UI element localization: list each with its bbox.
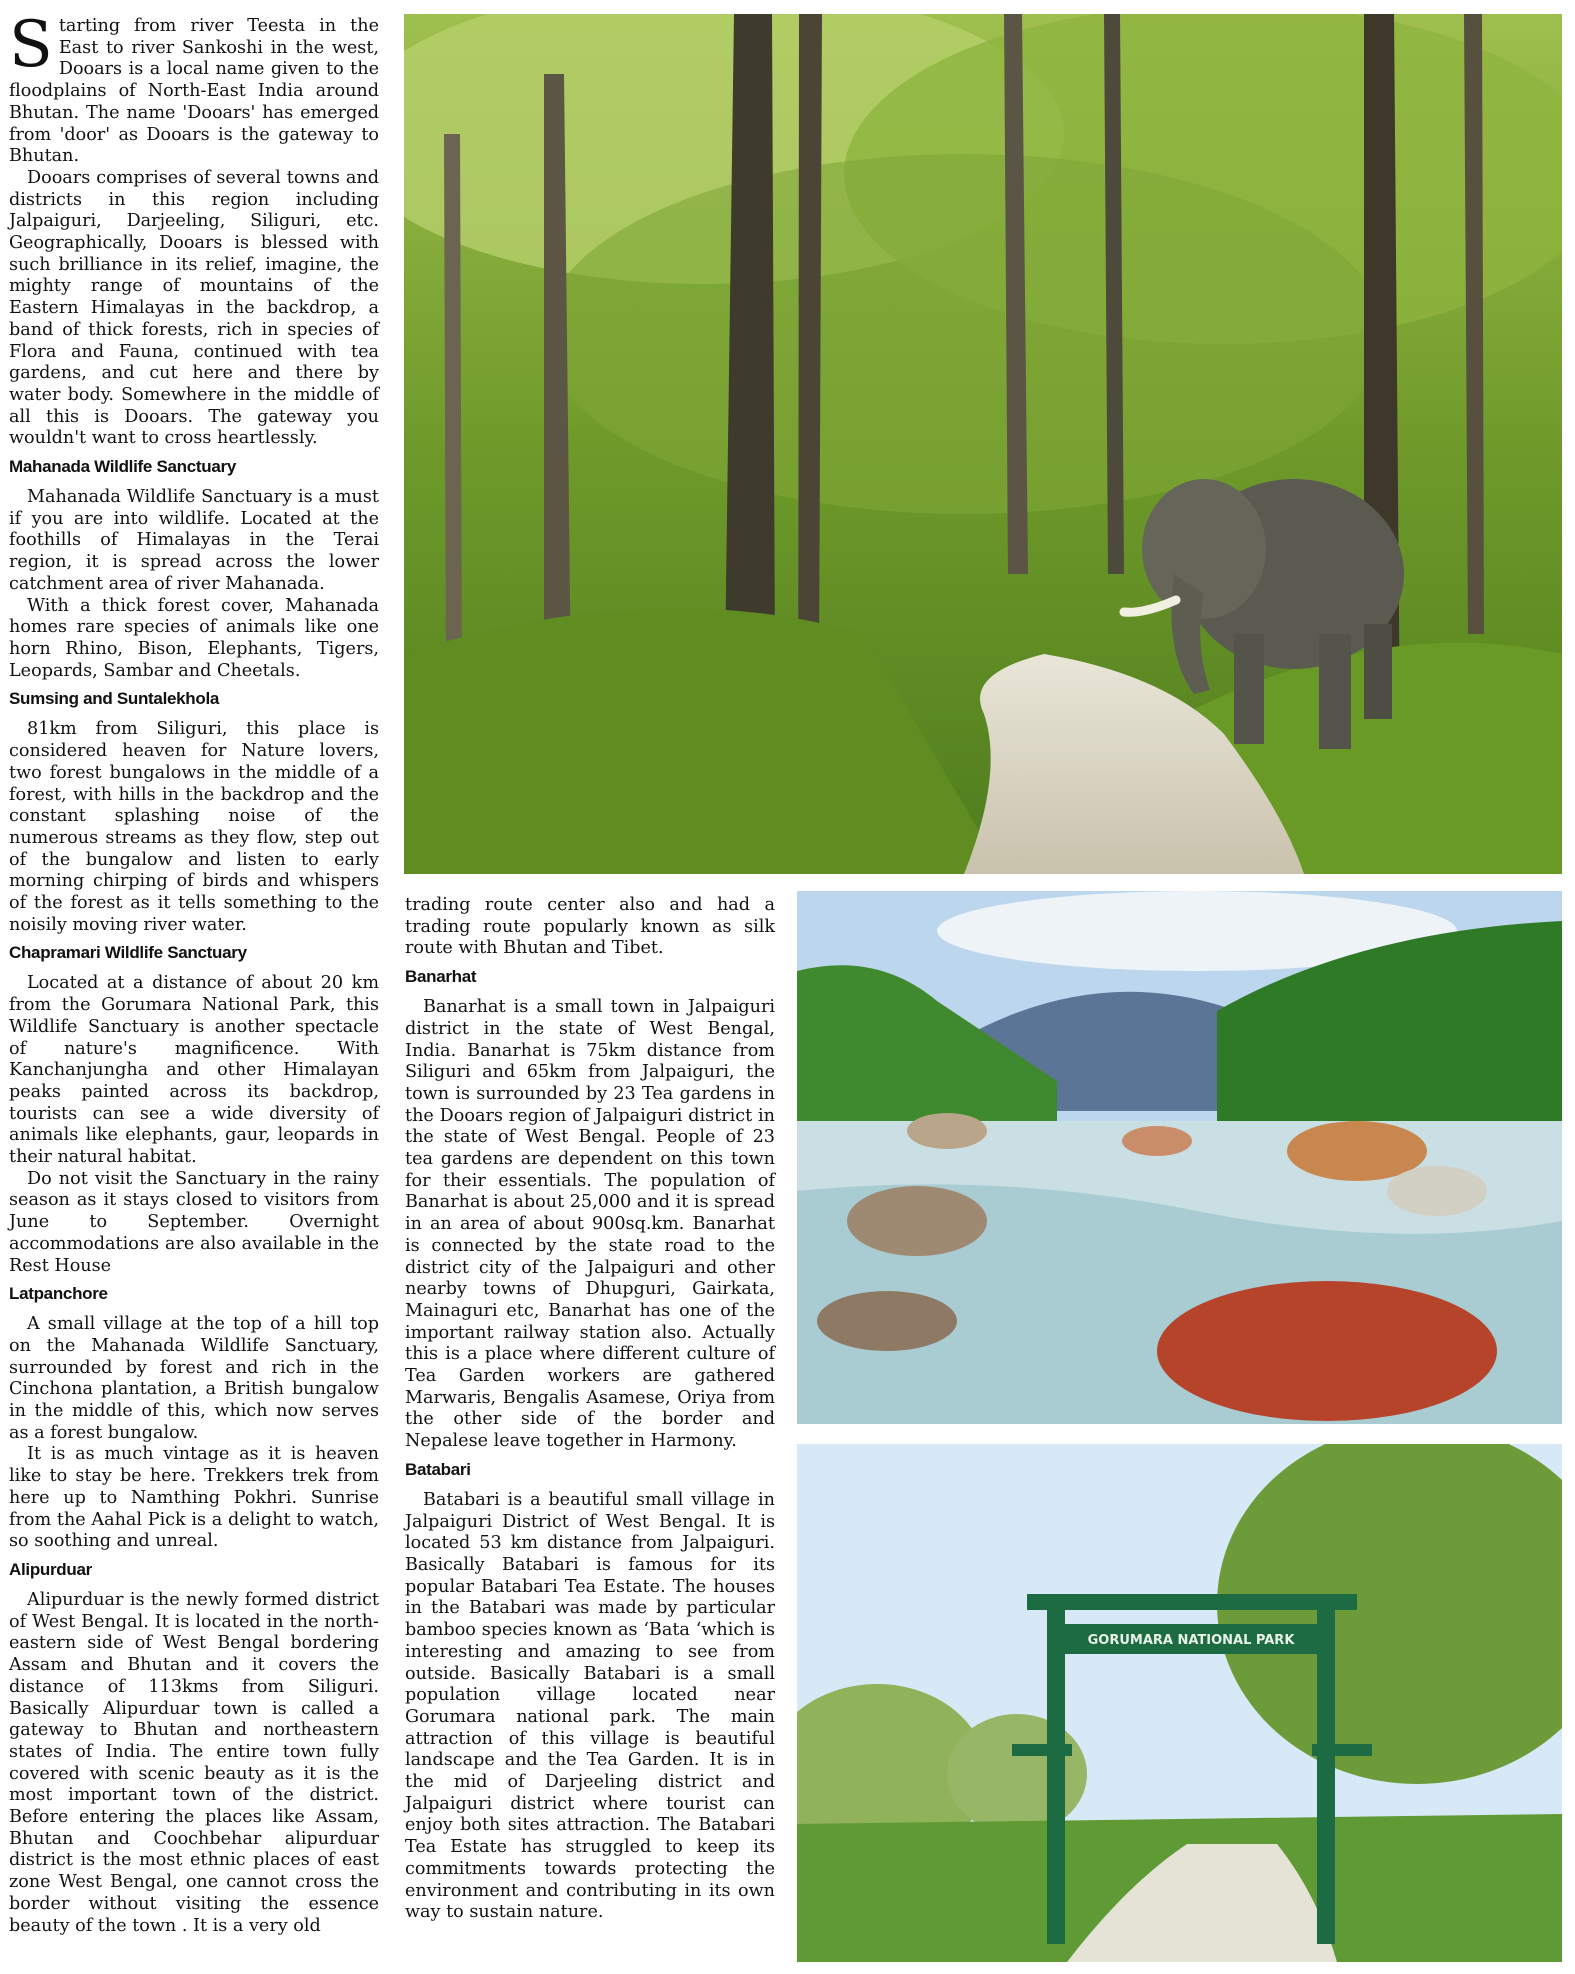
section-heading-latpanchore: Latpanchore — [9, 1284, 108, 1304]
alipurduar-paragraph-continued: trading route center also and had a trading route popularly known as silk route with Bhutan and Tibet. — [405, 895, 775, 959]
intro-paragraph-2: Dooars comprises of several towns and districts in this region including Jalpaiguri, Darjeeling, Siliguri, etc. Geographically, Dooars is blessed with such brilliance in its relief, imagine, the mighty range of mountains of the Eastern Himalayas in the backdrop, a band of thick forests, rich in species of Flora and Fauna, continued with tea gardens, and cut here and there by water body. Somewhere in the middle of all this is Dooars. The gateway you wouldn't want to cross heartlessly. — [9, 167, 379, 449]
article-column-left — [9, 8, 379, 1937]
banarhat-paragraph-1: Banarhat is a small town in Jalpaiguri district in the state of West Bengal, India. Banarhat is 75km distance from Siliguri and 65km from Jalpaiguri, the town is surrounded by 23 Tea gardens in the Dooars region of Jalpaiguri district in the state of West Bengal. People of 23 tea gardens are dependent on this town for their essentials. The population of Banarhat is about 25,000 and it is spread in an area of about 900sq.km. Banarhat is connected by the state road to the district city of the Jalpaiguri and other nearby towns of Dhupguri, Gairkata, Mainaguri etc, Banarhat has one of the important railway station also. Actually this is a place where different culture of Tea Garden workers are gathered Marwaris, Bengalis Asamese, Oriya from the other side of the border and Nepalese leave together in Harmony. — [405, 997, 775, 1452]
section-heading-banarhat: Banarhat — [405, 967, 477, 987]
article-column-middle — [405, 895, 775, 1924]
park-gate-sign: GORUMARA NATIONAL PARK — [1087, 1633, 1295, 1648]
section-heading-sumsing: Sumsing and Suntalekhola — [9, 689, 220, 709]
intro-paragraph — [9, 8, 379, 168]
latpanchore-paragraph-1: A small village at the top of a hill top on the Mahanada Wildlife Sanctuary, surrounded by forest and rich in the Cinchona plantation, a British bungalow in the middle of this, which now serves as a forest bungalow. — [9, 1314, 379, 1443]
section-heading-chapramari: Chapramari Wildlife Sanctuary — [9, 943, 247, 963]
elephant-forest-photo — [404, 14, 1562, 874]
alipurduar-paragraph-1: Alipurduar is the newly formed district of West Bengal. It is located in the north-eastern side of West Bengal bordering Assam and Bhutan and it covers the distance of 113kms from Siliguri. Basically Alipurduar town is called a gateway to Bhutan and northeastern states of India. The entire town fully covered with scenic beauty as it is the most important town of the district. Before entering the places like Assam, Bhutan and Coochbehar alipurduar district is the most ethnic places of east zone West Bengal, one cannot cross the border without visiting the essence beauty of the town . It is a very old — [9, 1590, 379, 1936]
intro-text: tarting from river Teesta in the East to river Sankoshi in the west, Dooars is a local name given to the floodplains of North-East India around Bhutan. The name 'Dooars' has emerged from 'door' as Dooars is the gateway to Bhutan. — [9, 16, 379, 167]
park-gate-illustration — [797, 1444, 1562, 1962]
latpanchore-paragraph-2: It is as much vintage as it is heaven like to stay be here. Trekkers trek from here up to Namthing Pokhri. Sunrise from the Aahal Pick is a delight to watch, so soothing and unreal. — [9, 1444, 379, 1552]
section-heading-batabari: Batabari — [405, 1459, 471, 1479]
chapramari-paragraph-1: Located at a distance of about 20 km from the Gorumara National Park, this Wildlife Sanctuary is another spectacle of nature's magnificence. With Kanchanjungha and other Himalayan peaks painted across its backdrop, tourists can see a wide diversity of animals like elephants, gaur, leopards in their natural habitat. — [9, 973, 379, 1168]
elephant-forest-illustration — [404, 14, 1562, 874]
section-heading-mahanada: Mahanada Wildlife Sanctuary — [9, 457, 236, 477]
batabari-paragraph-1: Batabari is a beautiful small village in Jalpaiguri District of West Bengal. It is located 53 km distance from Jalpaiguri. Basically Batabari is famous for its popular Batabari Tea Estate. The houses in the Batabari was made by particular bamboo species known as ‘Bata ‘which is interesting and amazing to see from outside. Basically Batabari is a small population village located near Gorumara national park. The main attraction of this village is beautiful landscape and the Tea Garden. It is in the mid of Darjeeling district and Jalpaiguri district where tourist can enjoy both sites attraction. The Batabari Tea Estate has struggled to keep its commitments towards protecting the environment and contributing in its own way to sustain nature. — [405, 1489, 775, 1923]
section-heading-alipurduar: Alipurduar — [9, 1560, 92, 1579]
chapramari-paragraph-2: Do not visit the Sanctuary in the rainy season as it stays closed to visitors from June to September. Overnight accommodations are also available in the Rest House — [9, 1168, 379, 1276]
river-rocks-illustration — [797, 891, 1562, 1424]
mahanada-paragraph-2: With a thick forest cover, Mahanada homes rare species of animals like one horn Rhino, Bison, Elephants, Tigers, Leopards, Sambar and Cheetals. — [9, 595, 379, 681]
park-gate-photo — [797, 1444, 1562, 1962]
river-rocks-photo — [797, 891, 1562, 1424]
drop-cap: S — [9, 8, 53, 82]
mahanada-paragraph-1: Mahanada Wildlife Sanctuary is a must if you are into wildlife. Located at the foothills of Himalayas in the Terai region, it is spread across the lower catchment area of river Mahanada. — [9, 487, 379, 594]
sumsing-paragraph-1: 81km from Siliguri, this place is considered heaven for Nature lovers, two forest bungalows in the middle of a forest, with hills in the backdrop and the constant splashing noise of the numerous streams as they flow, step out of the bungalow and listen to early morning chirping of birds and whispers of the forest as it tells something to the noisily moving river water. — [9, 719, 379, 935]
